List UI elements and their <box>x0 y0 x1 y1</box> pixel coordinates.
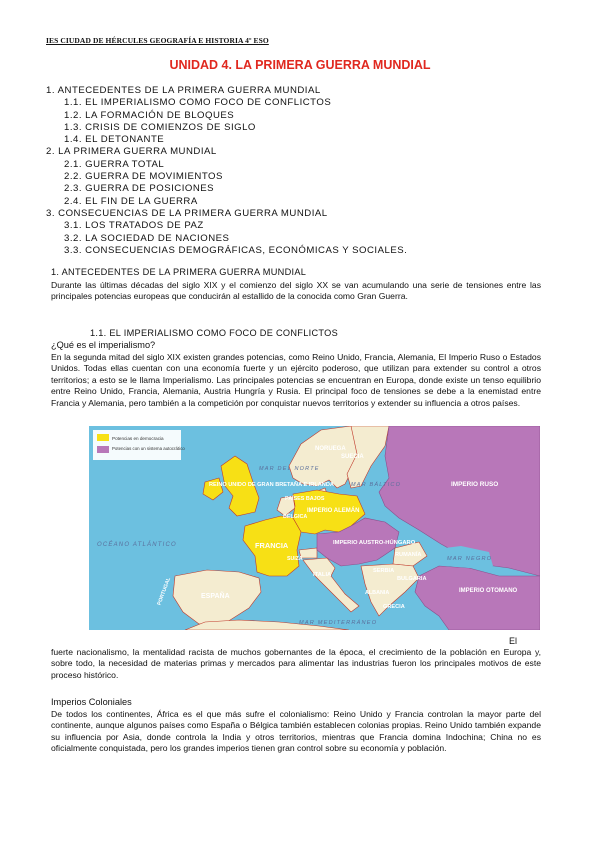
toc-item: 2.3. GUERRA DE POSICIONES <box>64 183 215 195</box>
label-grecia: GRECIA <box>383 604 405 610</box>
toc-item: 2. LA PRIMERA GUERRA MUNDIAL <box>46 146 217 158</box>
label-francia: FRANCIA <box>255 541 289 550</box>
label-imperio-ruso: IMPERIO RUSO <box>451 481 499 488</box>
legend-swatch-democracy <box>97 434 109 441</box>
legend-label-democracy: Potencias en democracia <box>112 436 164 441</box>
label-mar-negro: MAR NEGRO <box>447 556 493 562</box>
label-oceano: OCÉANO ATLÁNTICO <box>97 542 177 548</box>
legend-label-autocracy: Potencias con un sistema autocrático <box>112 446 185 451</box>
colonial-heading: Imperios Coloniales <box>51 697 132 707</box>
continuation-word: El <box>509 636 518 646</box>
page-title: UNIDAD 4. LA PRIMERA GUERRA MUNDIAL <box>169 58 431 72</box>
colonial-paragraph: De todos los continentes, África es el que más sufre el colonialismo: Reino Unido y Francia controlan la mayor parte del continente, aunque algunos países como España o Bélgica también establecen colonias propias. Reino Unido también expande su influencia por Asia, donde controla la India y otros territorios, mientras que Francia domina Indochina; China no es oficialmente conquistada, pero los grandes imperios tienen gran control sobre su economía y población. <box>51 709 541 754</box>
legend-swatch-autocracy <box>97 446 109 453</box>
label-belgica: BÉLGICA <box>283 514 308 520</box>
label-austro: IMPERIO AUSTRO-HÚNGARO <box>333 540 416 546</box>
question-heading: ¿Qué es el imperialismo? <box>51 340 156 350</box>
label-rumania: RUMANÍA <box>395 552 422 558</box>
label-espana: ESPAÑA <box>201 593 230 600</box>
label-albania: ALBANIA <box>365 590 390 596</box>
subsection-heading: 1.1. EL IMPERIALISMO COMO FOCO DE CONFLICTOS <box>90 328 339 338</box>
imperialism-paragraph: En la segunda mitad del siglo XIX existen grandes potencias, como Reino Unido, Francia, Alemania, El Imperio Ruso o Estados Unidos. Todas ellas cuentan con una economía fuerte y un ejército poderoso, que utilizan para extender su control a otros territorios; a esto se le llama Imperialismo. Las principales potencias se encuentran en Europa, donde existe un tenso equilibrio entre Reino Unido, Francia, Alemania, Austria Hungría y Rusia. El principal foco de tensiones se debe a la enemistad entre Francia y Alemania, pero también a la competición por conquistar nuevos territorios y extender su influencia a otros países. <box>51 352 541 408</box>
table-of-contents <box>46 85 407 257</box>
toc-item: 3.1. LOS TRATADOS DE PAZ <box>64 220 204 232</box>
label-imperio-aleman: IMPERIO ALEMÁN <box>307 508 360 514</box>
toc-item: 1.1. EL IMPERIALISMO COMO FOCO DE CONFLICTOS <box>64 97 332 109</box>
label-paises-bajos: PAÍSES BAJOS <box>285 496 325 502</box>
section-heading: 1. ANTECEDENTES DE LA PRIMERA GUERRA MUNDIAL <box>51 267 307 277</box>
toc-item: 2.4. EL FIN DE LA GUERRA <box>64 195 198 207</box>
toc-item: 2.1. GUERRA TOTAL <box>64 158 165 170</box>
label-italia: ITALIA <box>313 572 332 578</box>
toc-item: 1. ANTECEDENTES DE LA PRIMERA GUERRA MUNDIAL <box>46 85 321 96</box>
toc-item: 2.2. GUERRA DE MOVIMIENTOS <box>64 171 223 183</box>
label-mar-mediterraneo: MAR MEDITERRÁNEO <box>299 620 378 626</box>
label-noruega: NORUEGA <box>315 446 346 452</box>
after-map-paragraph: fuerte nacionalismo, la mentalidad racista de muchos gobernantes de la época, el crecimiento de la población en Europa y, sobre todo, la necesidad de materias primas y mercados para alimentar las industrias fueron los principales motivos de este proceso histórico. <box>51 647 541 680</box>
label-serbia: SERBIA <box>373 568 395 574</box>
toc-item: 3. CONSECUENCIAS DE LA PRIMERA GUERRA MUNDIAL <box>46 207 328 219</box>
toc-item: 1.2. LA FORMACIÓN DE BLOQUES <box>64 109 235 121</box>
label-bulgaria: BULGARIA <box>397 576 427 582</box>
label-mar-baltico: MAR BÁLTICO <box>351 482 402 488</box>
label-imperio-otomano: IMPERIO OTOMANO <box>459 588 518 594</box>
label-suiza: SUIZA <box>287 556 303 562</box>
label-reino-unido: REINO UNIDO DE GRAN BRETAÑA E IRLANDA <box>209 482 334 488</box>
europe-1914-map <box>89 426 540 630</box>
label-portugal: PORTUGAL <box>156 576 173 607</box>
toc-item: 3.2. LA SOCIEDAD DE NACIONES <box>64 232 230 244</box>
page-header: IES CIUDAD DE HÉRCULES GEOGRAFÍA E HISTORIA 4º ESO <box>46 36 269 45</box>
toc-item: 1.4. EL DETONANTE <box>64 134 165 146</box>
toc-item: 3.3. CONSECUENCIAS DEMOGRÁFICAS, ECONÓMICAS Y SOCIALES. <box>64 244 408 256</box>
label-mar-del-norte: MAR DEL NORTE <box>259 466 320 472</box>
label-suecia: SUECIA <box>341 454 364 460</box>
section-paragraph: Durante las últimas décadas del siglo XIX y el comienzo del siglo XX se van acumulando una serie de tensiones entre las principales potencias europeas que conducirán al estallido de la conocida como Gran Guerra. <box>51 280 541 302</box>
toc-item: 1.3. CRISIS DE COMIENZOS DE SIGLO <box>64 121 256 133</box>
